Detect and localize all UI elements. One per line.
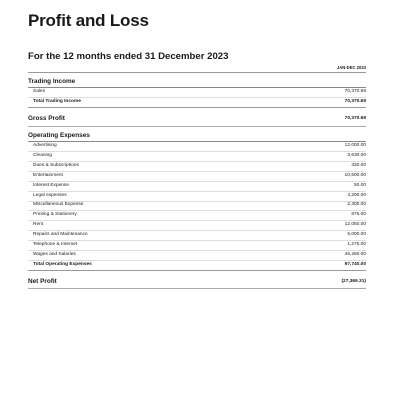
total-row-operating-expenses	[28, 260, 366, 271]
row-label: Interest Expense	[33, 183, 69, 188]
row-value: 70,370.69	[344, 89, 366, 94]
period-column-header: JAN-DEC 2023	[336, 65, 366, 70]
row-value: 1,275.00	[347, 242, 366, 247]
row-label: Gross Profit	[28, 115, 65, 122]
row-value: 70,370.69	[344, 116, 366, 121]
row-label: Total Trading Income	[33, 99, 81, 104]
header-divider	[28, 72, 366, 73]
table-row	[28, 171, 366, 182]
section-divider	[28, 126, 366, 127]
row-value: 2,300.00	[347, 202, 366, 207]
row-value: 50.00	[353, 183, 366, 188]
section-heading-trading-income: Trading Income	[28, 78, 76, 85]
report-subtitle: For the 12 months ended 31 December 2023	[28, 51, 229, 62]
table-row	[28, 210, 366, 221]
row-value: (27,369.31)	[341, 279, 366, 284]
row-label: Net Profit	[28, 278, 57, 285]
table-row	[28, 87, 366, 98]
table-row	[28, 151, 366, 162]
row-label: Advertising	[33, 143, 57, 148]
row-value: 3,630.00	[347, 153, 366, 158]
row-value: 6,000.00	[347, 232, 366, 237]
row-label: Dues & Subscriptions	[33, 163, 79, 168]
row-label: Total Operating Expenses	[33, 262, 92, 267]
row-value: 45,260.00	[344, 252, 366, 257]
row-value: 10,600.00	[344, 173, 366, 178]
row-label: Repairs and Maintenance	[33, 232, 88, 237]
row-label: Entertainment	[33, 173, 63, 178]
row-label: Miscellaneous Expense	[33, 202, 84, 207]
row-label: Rent	[33, 222, 44, 227]
table-row	[28, 250, 366, 261]
row-label: Wages and Salaries	[33, 252, 76, 257]
row-value: 875.00	[351, 212, 366, 217]
table-row	[28, 141, 366, 152]
row-value: 70,370.69	[344, 99, 366, 104]
row-value: 4,200.00	[347, 193, 366, 198]
table-row	[28, 240, 366, 251]
section-divider	[28, 288, 366, 289]
table-row	[28, 161, 366, 172]
table-row	[28, 181, 366, 192]
section-heading-operating-expenses: Operating Expenses	[28, 132, 90, 139]
row-value: 330.00	[351, 163, 366, 168]
gross-profit-row	[28, 114, 366, 124]
table-row	[28, 200, 366, 211]
row-value: 12,000.00	[344, 143, 366, 148]
row-label: Cleaning	[33, 153, 52, 158]
table-row	[28, 220, 366, 231]
row-value: 97,740.00	[344, 262, 366, 267]
row-label: Legal expenses	[33, 193, 67, 198]
row-label: Printing & Stationery	[33, 212, 77, 217]
row-label: Sales	[33, 89, 45, 94]
net-profit-row	[28, 277, 366, 287]
row-value: 12,050.00	[344, 222, 366, 227]
table-row	[28, 230, 366, 241]
report-title: Profit and Loss	[28, 11, 149, 30]
row-label: Telephone & Internet	[33, 242, 78, 247]
total-row-trading-income	[28, 97, 366, 108]
